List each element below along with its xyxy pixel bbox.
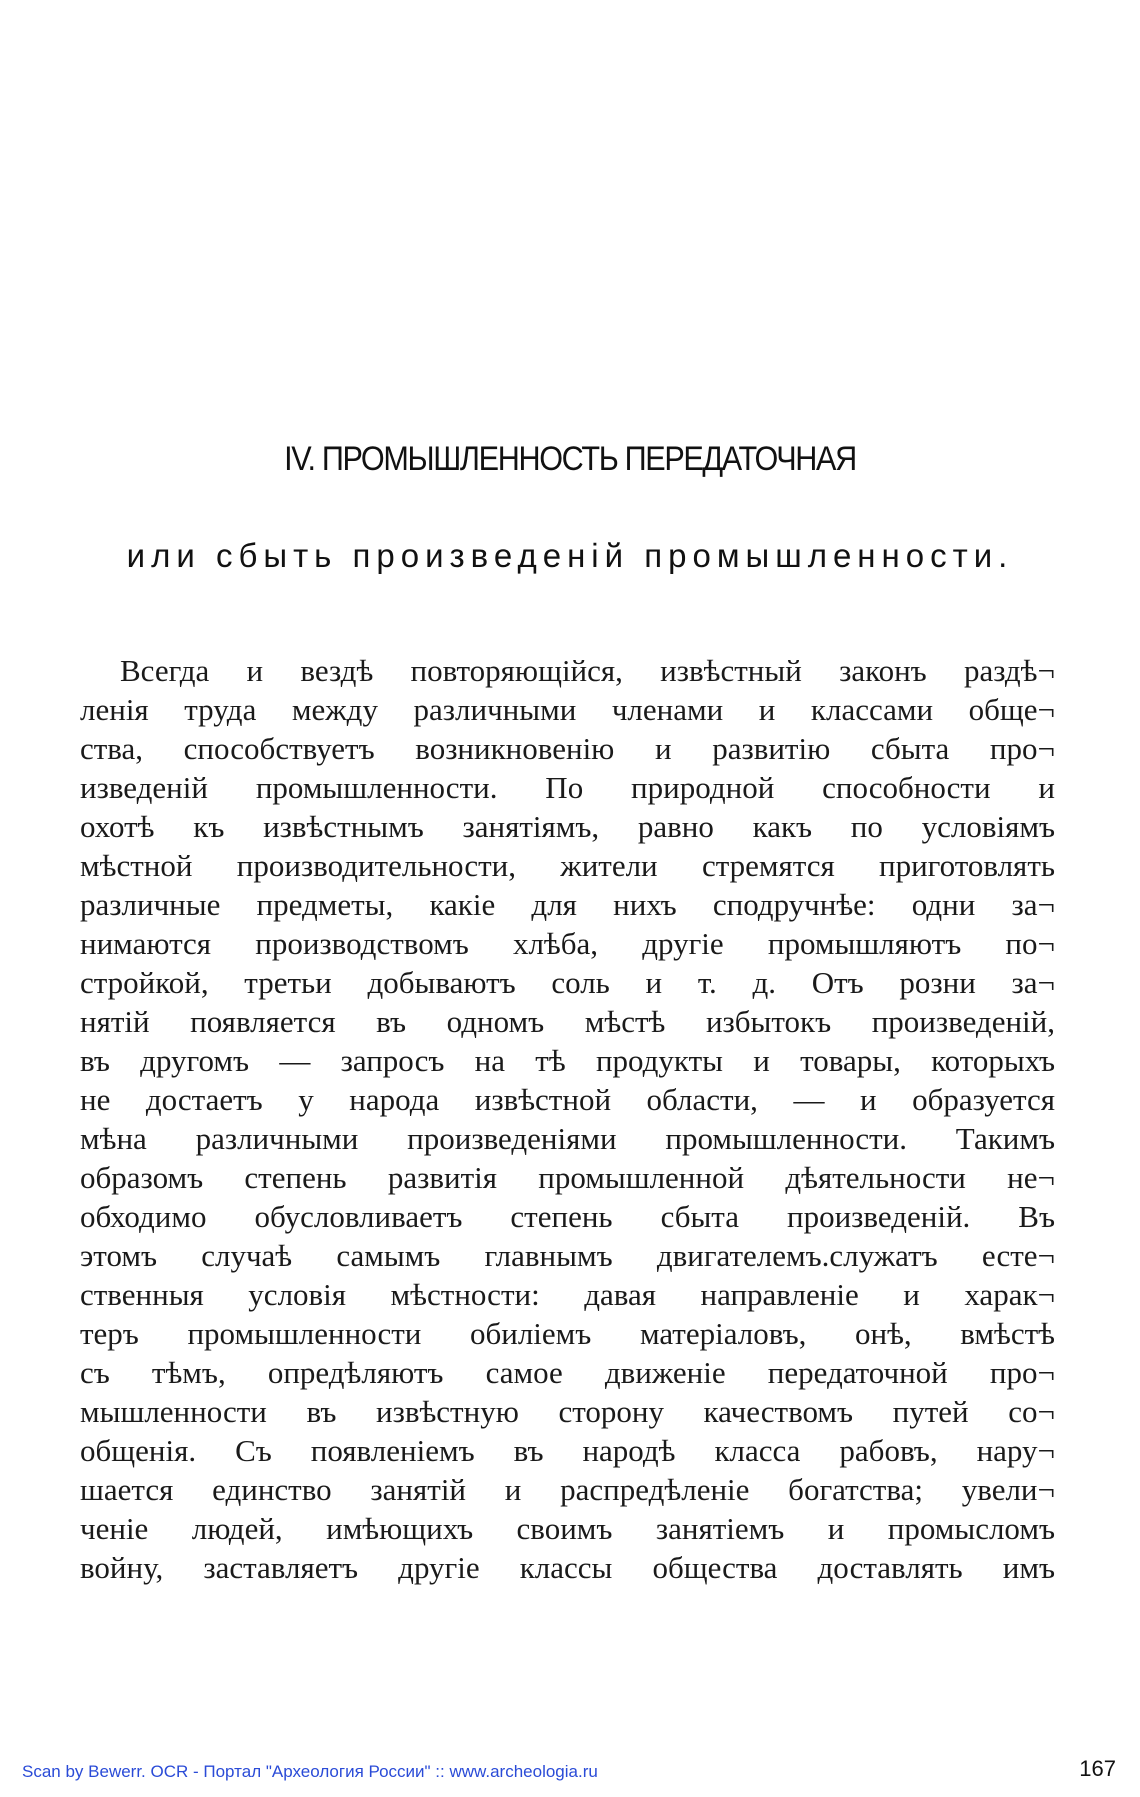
scan-credit-link[interactable]: Scan by Bewerr. OCR - Портал "Археология России" :: www.archeologia.ru (22, 1762, 598, 1781)
text-line: образомъ степень развитія промышленной дѣятельности не¬ (80, 1160, 1055, 1195)
text-line: ленія труда между различными членами и классами обще¬ (80, 692, 1055, 727)
text-line: Всегда и вездѣ повторяющійся, извѣстный законъ раздѣ¬ (120, 653, 1055, 688)
text-line: ства, способствуетъ возникновенію и развитію сбыта про¬ (80, 731, 1055, 766)
text-line: этомъ случаѣ самымъ главнымъ двигателемъ.служатъ есте¬ (80, 1238, 1055, 1273)
chapter-subheading: или сбыть произведеній промышленности. (126, 537, 1014, 574)
text-line: мѣна различными произведеніями промышленности. Такимъ (80, 1121, 1055, 1156)
text-line: нимаются производствомъ хлѣба, другіе промышляютъ по¬ (80, 926, 1055, 961)
body-paragraph (80, 651, 1055, 1587)
text-line: ченіе людей, имѣющихъ своимъ занятіемъ и промысломъ (80, 1511, 1055, 1546)
text-line: различные предметы, какіе для нихъ сподручнѣе: одни за¬ (80, 887, 1055, 922)
text-line: ственныя условія мѣстности: давая направленіе и харак¬ (80, 1277, 1055, 1312)
page-number: 167 (1079, 1756, 1116, 1781)
text-line: съ тѣмъ, опредѣляютъ самое движеніе передаточной про¬ (80, 1355, 1055, 1390)
text-line: стройкой, третьи добываютъ соль и т. д. Отъ розни за¬ (80, 965, 1055, 1000)
text-line: изведеній промышленности. По природной способности и (80, 770, 1055, 805)
text-line: войну, заставляетъ другіе классы общества доставлять имъ (80, 1550, 1055, 1585)
text-line: охотѣ къ извѣстнымъ занятіямъ, равно какъ по условіямъ (80, 809, 1055, 844)
text-line: шается единство занятій и распредѣленіе богатства; увели¬ (80, 1472, 1055, 1507)
chapter-heading: IV. ПРОМЫШЛЕННОСТЬ ПЕРЕДАТОЧНАЯ (284, 440, 856, 478)
text-line: общенія. Съ появленіемъ въ народѣ класса рабовъ, нару¬ (80, 1433, 1055, 1468)
text-line: нятій появляется въ одномъ мѣстѣ избытокъ произведеній, (80, 1004, 1055, 1039)
text-line: въ другомъ — запросъ на тѣ продукты и товары, которыхъ (80, 1043, 1055, 1078)
text-line: не достаетъ у народа извѣстной области, — и образуется (80, 1082, 1055, 1117)
text-line: теръ промышленности обиліемъ матеріаловъ, онѣ, вмѣстѣ (80, 1316, 1055, 1351)
text-line: мѣстной производительности, жители стремятся приготовлять (80, 848, 1055, 883)
text-line: обходимо обусловливаетъ степень сбыта произведеній. Въ (80, 1199, 1055, 1234)
text-line: мышленности въ извѣстную сторону качествомъ путей со¬ (80, 1394, 1055, 1429)
